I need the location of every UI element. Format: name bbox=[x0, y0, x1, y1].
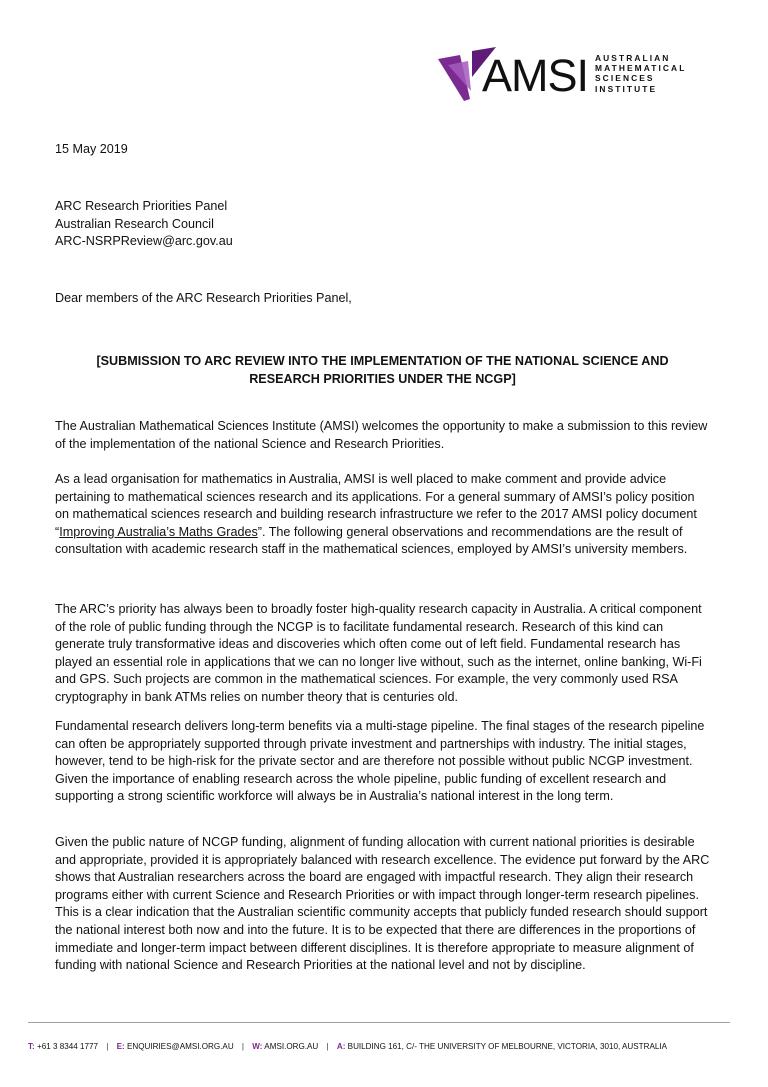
logo-subtitle-line: MATHEMATICAL bbox=[595, 63, 687, 74]
subject-heading bbox=[55, 353, 710, 388]
recipient-block bbox=[55, 198, 710, 251]
paragraph-policy bbox=[55, 471, 710, 559]
paragraph-text: ”. The following general observations and recommendations are the result of consultation with academic research staff in the mathematical sciences, employed by AMSI’s university members. bbox=[55, 524, 688, 557]
subject-line: [SUBMISSION TO ARC REVIEW INTO THE IMPLEMENTATION OF THE NATIONAL SCIENCE AND bbox=[96, 354, 669, 368]
footer-address: BUILDING 161, C/- THE UNIVERSITY OF MELBOURNE, VICTORIA, 3010, AUSTRALIA bbox=[347, 1042, 668, 1051]
footer-contact bbox=[28, 1042, 733, 1052]
footer-web: AMSI.ORG.AU bbox=[264, 1042, 319, 1051]
footer-divider bbox=[28, 1022, 730, 1023]
policy-document-link[interactable]: Improving Australia’s Maths Grades bbox=[59, 524, 258, 539]
footer-phone-key: T: bbox=[28, 1042, 35, 1051]
amsi-logo bbox=[438, 47, 728, 103]
logo-subtitle-line: INSTITUTE bbox=[595, 83, 658, 94]
subject-line: RESEARCH PRIORITIES UNDER THE NCGP] bbox=[249, 371, 516, 386]
paragraph-intro: The Australian Mathematical Sciences Institute (AMSI) welcomes the opportunity to make a submission to this review of the implementation of the national Science and Research Priorities. bbox=[55, 419, 708, 451]
recipient-organisation: Australian Research Council bbox=[55, 216, 214, 231]
paragraph-text: As a lead organisation for mathematics in Australia, AMSI is well placed to make comment and provide advice pertaining to mathematical sciences research and its applications. For a general summary of AMSI’s policy position on mathematical sciences research and building research infrastructure we refer to the 2017 AMSI policy document “ bbox=[55, 472, 697, 539]
footer-email-key: E: bbox=[116, 1042, 125, 1051]
salutation: Dear members of the ARC Research Priorities Panel, bbox=[55, 291, 352, 305]
letter-date: 15 May 2019 bbox=[55, 142, 128, 156]
footer-separator: | bbox=[241, 1042, 245, 1051]
footer-web-key: W: bbox=[252, 1042, 263, 1051]
logo-subtitle-line: SCIENCES bbox=[595, 73, 655, 84]
logo-subtitle bbox=[595, 53, 725, 94]
logo-wordmark: AMSI bbox=[482, 50, 589, 101]
recipient-name: ARC Research Priorities Panel bbox=[55, 199, 228, 213]
paragraph-fundamental-research: The ARC’s priority has always been to broadly foster high-quality research capacity in Australia. A critical component of the role of public funding through the NCGP is to facilitate fundamental research. Research of this kind can generate truly transformative ideas and discoveries which often come out of left field. Fundamental research has played an essential role in applications that we can no longer live without, such as the internet, online banking, Wi-Fi and GPS. Such projects are common in the mathematical sciences. For example, the very commonly used RSA cryptography in bank ATMs relies on number theory that is centuries old. bbox=[55, 602, 702, 704]
footer-phone: +61 3 8344 1777 bbox=[37, 1042, 98, 1051]
recipient-email: ARC-NSRPReview@arc.gov.au bbox=[55, 234, 233, 249]
logo-subtitle-line: AUSTRALIAN bbox=[595, 53, 671, 63]
footer-email: ENQUIRIES@AMSI.ORG.AU bbox=[126, 1042, 234, 1051]
paragraph-alignment: Given the public nature of NCGP funding, alignment of funding allocation with current national priorities is desirable and appropriate, provided it is appropriately balanced with research excellence. The evidence put forward by the ARC shows that Australian researchers across the board are engaged with impactful research. They align their research programs either with current Science and Research Priorities or with impact through longer-term research pipelines. This is a clear indication that the Australian scientific community accepts that publicly funded research should support the national interest both now and into the future. It is to be expected that there are differences in the proportions of immediate and longer-term impact between different disciplines. It is therefore appropriate to measure alignment of funding with national Science and Research Priorities at the national level and not by discipline. bbox=[55, 835, 710, 973]
footer-separator: | bbox=[326, 1042, 329, 1051]
footer-address-key: A: bbox=[336, 1042, 346, 1051]
paragraph-pipeline: Fundamental research delivers long-term benefits via a multi-stage pipeline. The final stages of the research pipeline can often be appropriately supported through private investment and partnerships with industry. The initial stages, however, tend to be high-risk for the private sector and are therefore not possible without public NCGP investment. Given the importance of enabling research across the whole pipeline, public funding of excellent research and supporting a strong scientific workforce will always be in Australia’s national interest in the long term. bbox=[55, 719, 705, 804]
footer-separator: | bbox=[106, 1042, 109, 1051]
